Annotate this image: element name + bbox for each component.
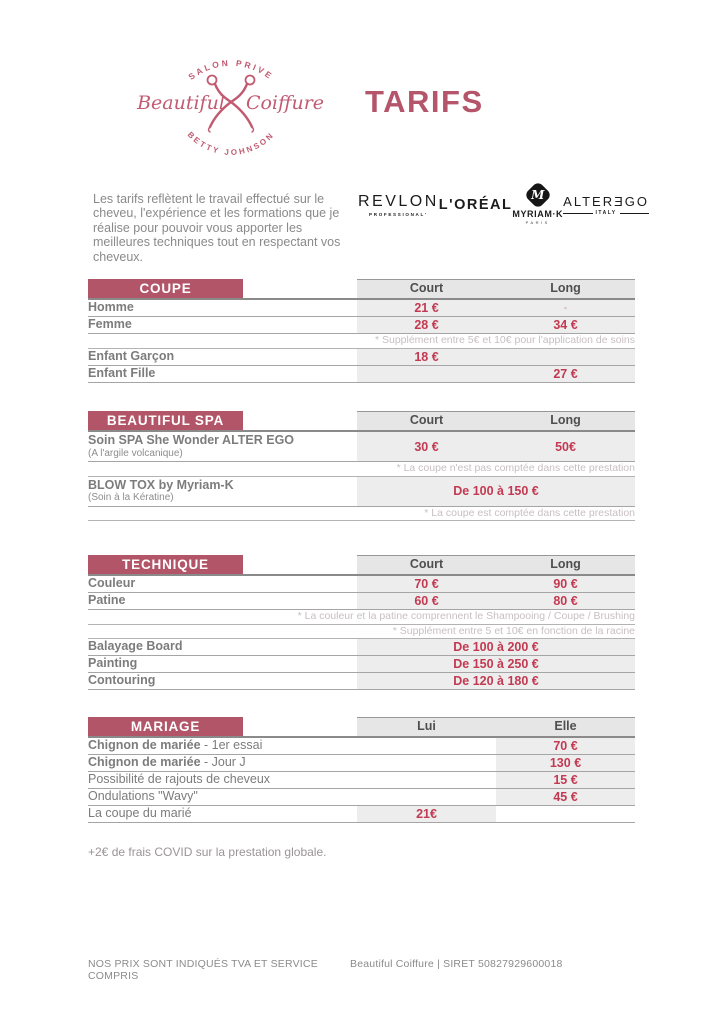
price-cell: 130 € <box>496 755 635 771</box>
price-cell <box>357 789 496 805</box>
label-suffix: - 1er essai <box>200 738 263 753</box>
column-header: Court <box>409 413 444 427</box>
row-label-text <box>88 350 351 364</box>
table-row <box>88 432 635 462</box>
row-label <box>88 432 357 461</box>
section-title: TECHNIQUE <box>88 555 243 574</box>
intro-text: Les tarifs reflètent le travail effectué sur le cheveu, l'expérience et les formations que je réalise pour pouvoir vous apporter les meilleures techniques tout en respectant vos cheveux. <box>93 191 341 264</box>
price-cell: 34 € <box>496 317 635 333</box>
price-cell: 30 € <box>357 432 496 461</box>
row-label <box>88 317 357 333</box>
column-header: Long <box>550 557 581 571</box>
label-main: Contouring <box>88 673 156 688</box>
table-coupe <box>88 279 635 383</box>
section-title: BEAUTIFUL SPA <box>88 411 243 430</box>
row-label <box>88 738 357 754</box>
price-cell: 80 € <box>496 593 635 609</box>
price-cell: De 150 à 250 € <box>357 656 635 672</box>
price-cell <box>357 738 496 754</box>
row-label-text <box>88 657 351 671</box>
table-row <box>88 349 635 366</box>
alterego-line-right <box>620 213 649 214</box>
logo-script-beautiful: Beautiful <box>137 92 225 114</box>
alterego-italy-label: ITALY <box>595 210 617 216</box>
table-header <box>88 279 635 300</box>
row-label-text <box>88 773 351 787</box>
table-row <box>88 738 635 755</box>
table-row <box>88 772 635 789</box>
label-main: Balayage Board <box>88 639 183 654</box>
label-main: Chignon de mariée <box>88 755 201 770</box>
column-header: Long <box>550 413 581 427</box>
price-cell: 70 € <box>357 576 496 592</box>
label-main: Possibilité de rajouts de cheveux <box>88 772 271 787</box>
price-cell: De 120 à 180 € <box>357 673 635 689</box>
table-mariage <box>88 717 635 823</box>
label-main: Ondulations "Wavy" <box>88 789 198 804</box>
myriamk-subtext: PARIS <box>525 220 550 225</box>
price-cell: 70 € <box>496 738 635 754</box>
label-main: La coupe du marié <box>88 806 192 821</box>
row-label <box>88 366 357 382</box>
table-header <box>88 555 635 576</box>
label-main: Painting <box>88 656 138 671</box>
table-note: * Supplément entre 5 et 10€ en fonction de la racine <box>88 625 635 640</box>
alterego-subtext <box>563 210 649 216</box>
label-main: Femme <box>88 317 132 332</box>
section-title: MARIAGE <box>88 717 243 736</box>
price-cell <box>357 755 496 771</box>
row-label <box>88 477 357 506</box>
row-label <box>88 576 357 592</box>
row-label <box>88 639 357 655</box>
brand-logos <box>358 180 649 230</box>
price-cell: 15 € <box>496 772 635 788</box>
footer-siret: Beautiful Coiffure | SIRET 50827929600018 <box>350 958 563 970</box>
row-label <box>88 593 357 609</box>
price-cell: 90 € <box>496 576 635 592</box>
table-note: * La coupe est comptée dans cette prestation <box>88 507 635 522</box>
table-row <box>88 593 635 610</box>
loreal-logo <box>439 197 513 213</box>
label-main: BLOW TOX by Myriam-K <box>88 477 234 492</box>
myriamk-logo <box>512 185 563 225</box>
column-header: Elle <box>554 719 577 733</box>
row-label <box>88 300 357 316</box>
row-label <box>88 656 357 672</box>
column-header: Court <box>409 281 444 295</box>
logo-script-coiffure: Coiffure <box>245 92 325 114</box>
table-row <box>88 806 635 823</box>
covid-note: +2€ de frais COVID sur la prestation globale. <box>88 845 327 859</box>
table-row <box>88 639 635 656</box>
table-header <box>88 411 635 432</box>
row-label-text <box>88 367 351 381</box>
label-main: Chignon de mariée <box>88 738 201 753</box>
price-cell: 28 € <box>357 317 496 333</box>
price-cell: 60 € <box>357 593 496 609</box>
price-cell <box>357 366 496 382</box>
table-technique <box>88 555 635 690</box>
table-row <box>88 317 635 334</box>
label-main: Enfant Garçon <box>88 348 175 363</box>
column-header: Court <box>409 557 444 571</box>
table-note: * Supplément entre 5€ et 10€ pour l'application de soins <box>88 334 635 349</box>
myriamk-badge-icon: M <box>524 181 552 209</box>
column-headers <box>357 717 635 736</box>
row-sublabel: (Soin à la Kératine) <box>88 492 174 504</box>
alterego-logo <box>563 194 649 216</box>
label-suffix: - Jour J <box>200 755 246 770</box>
price-cell: 18 € <box>357 349 496 365</box>
table-beautiful-spa <box>88 411 635 521</box>
column-header: Lui <box>417 719 436 733</box>
column-headers <box>357 555 635 574</box>
price-cell: - <box>496 300 635 316</box>
row-label <box>88 772 357 788</box>
label-main: Couleur <box>88 576 136 591</box>
row-label-text <box>88 739 351 753</box>
revlon-wordmark: REVLON <box>358 193 439 210</box>
label-main: Homme <box>88 300 134 315</box>
table-row <box>88 366 635 383</box>
page-footer <box>88 958 648 982</box>
alterego-wordmark: ALTERƎGO <box>563 194 649 209</box>
row-label <box>88 673 357 689</box>
label-main: Soin SPA She Wonder ALTER EGO <box>88 433 295 448</box>
alterego-line-left <box>563 213 592 214</box>
row-label <box>88 349 357 365</box>
page-title: TARIFS <box>365 84 484 119</box>
row-label-text <box>88 434 351 448</box>
row-label-text <box>88 640 351 654</box>
row-label-text <box>88 790 351 804</box>
row-label-text <box>88 577 351 591</box>
price-cell: 27 € <box>496 366 635 382</box>
section-title: COUPE <box>88 279 243 298</box>
loreal-wordmark: L'ORÉAL <box>438 197 513 213</box>
column-headers <box>357 279 635 298</box>
row-label <box>88 806 357 822</box>
row-sublabel: (A l'argile volcanique) <box>88 447 183 459</box>
table-note: * La couleur et la patine comprennent le Shampooing / Coupe / Brushing <box>88 610 635 625</box>
row-label-text <box>88 479 351 493</box>
table-note: * La coupe n'est pas comptée dans cette prestation <box>88 462 635 477</box>
table-row <box>88 673 635 690</box>
row-label-text <box>88 807 351 821</box>
salon-logo <box>115 36 347 168</box>
row-label-text <box>88 756 351 770</box>
price-cell <box>496 806 635 822</box>
column-headers <box>357 411 635 430</box>
row-label <box>88 755 357 771</box>
price-cell <box>357 772 496 788</box>
row-label-text <box>88 318 351 332</box>
label-main: Enfant Fille <box>88 365 156 380</box>
price-cell <box>496 349 635 365</box>
revlon-logo <box>358 193 439 217</box>
myriamk-wordmark: MYRIAM·K <box>512 209 564 219</box>
table-row <box>88 576 635 593</box>
price-cell: 21 € <box>357 300 496 316</box>
row-label <box>88 789 357 805</box>
row-label-text <box>88 301 351 315</box>
table-row <box>88 477 635 507</box>
price-cell: De 100 à 200 € <box>357 639 635 655</box>
table-row <box>88 755 635 772</box>
price-cell: 45 € <box>496 789 635 805</box>
footer-tax-note: NOS PRIX SONT INDIQUÉS TVA ET SERVICE COMPRIS <box>88 958 318 982</box>
row-label-text <box>88 594 351 608</box>
price-cell: De 100 à 150 € <box>357 477 635 506</box>
table-header <box>88 717 635 738</box>
label-main: Patine <box>88 593 126 608</box>
price-cell: 21€ <box>357 806 496 822</box>
table-row <box>88 656 635 673</box>
price-cell: 50€ <box>496 432 635 461</box>
table-row <box>88 300 635 317</box>
logo-arc-top-text: SALON PRIVE <box>186 57 276 82</box>
column-header: Long <box>550 281 581 295</box>
row-label-text <box>88 674 351 688</box>
logo-arc-bottom-text: BETTY JOHNSON <box>185 130 277 158</box>
revlon-subtext: PROFESSIONAL' <box>369 212 428 217</box>
table-row <box>88 789 635 806</box>
